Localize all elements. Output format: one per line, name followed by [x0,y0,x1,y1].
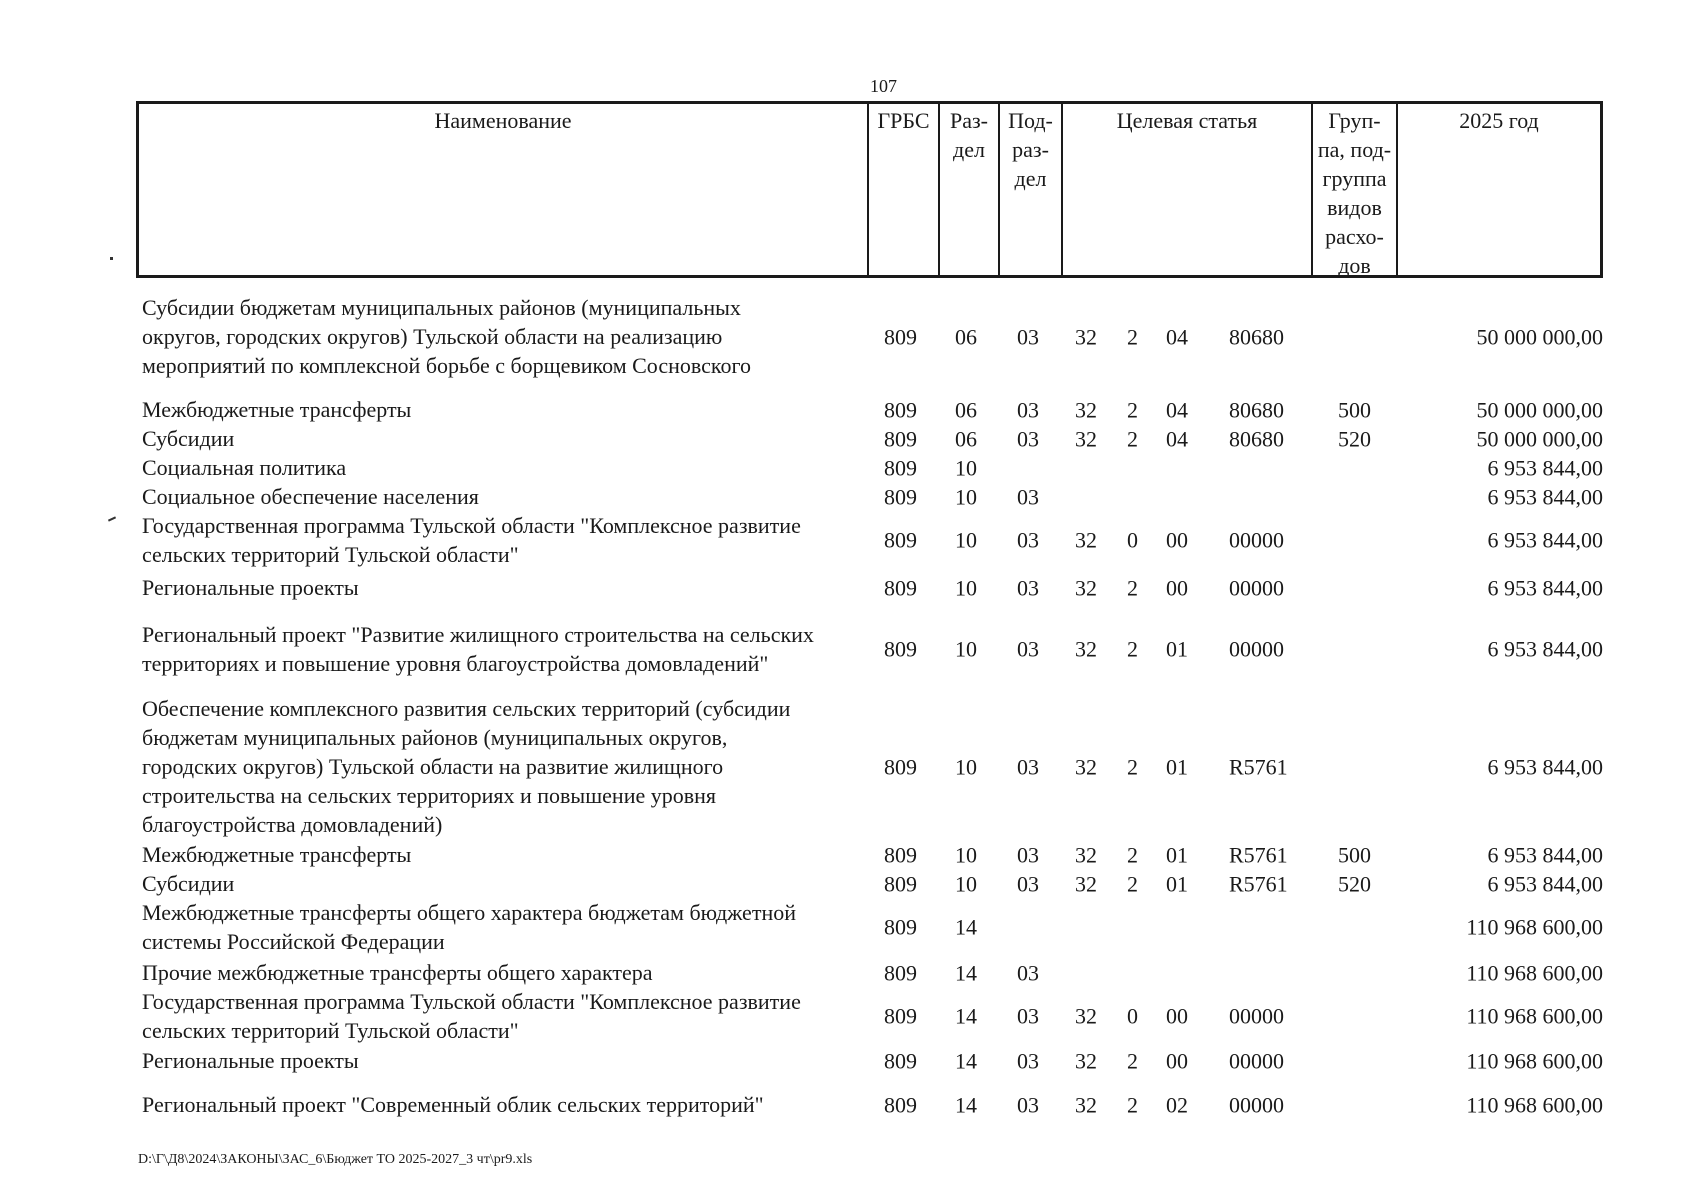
row-target-event: 04 [1166,397,1188,422]
row-target-program: 32 [1075,575,1097,600]
table-row [0,424,1694,453]
row-podrazdel: 03 [1017,527,1039,553]
row-amount: 50 000 000,00 [1476,397,1603,422]
row-amount: 6 953 844,00 [1487,842,1603,867]
row-grbs: 809 [884,1048,917,1073]
row-target-direction: 00000 [1229,636,1284,662]
table-row [0,694,1694,839]
row-expense-group: 500 [1338,842,1371,867]
row-podrazdel: 03 [1017,754,1039,779]
table-row [0,987,1694,1045]
row-grbs: 809 [884,455,917,480]
row-target-event: 01 [1166,636,1188,662]
table-row [0,395,1694,424]
row-grbs: 809 [884,1092,917,1117]
row-target-type: 2 [1127,1048,1138,1073]
row-target-type: 2 [1127,636,1138,662]
header-expense-group: Груп- па, под- группа видов расхо- дов [1313,104,1398,275]
header-grbs: ГРБС [869,104,940,275]
row-name: Государственная программа Тульской области "Комплексное развитие сельских территорий Тульской области" [142,513,801,567]
row-target-type: 2 [1127,324,1138,349]
row-grbs: 809 [884,324,917,349]
table-row [0,898,1694,956]
row-razdel: 06 [955,324,977,349]
row-name: Региональный проект "Развитие жилищного строительства на сельских территориях и повышение уровня благоустройства домовладений" [142,622,814,676]
table-row [0,620,1694,678]
row-grbs: 809 [884,960,917,985]
row-target-program: 32 [1075,1092,1097,1117]
row-expense-group: 520 [1338,426,1371,451]
row-target-type: 2 [1127,397,1138,422]
row-amount: 110 968 600,00 [1466,1092,1603,1117]
row-name: Субсидии [142,426,235,451]
row-podrazdel: 03 [1017,636,1039,662]
row-amount: 110 968 600,00 [1466,1048,1603,1073]
row-target-direction: 00000 [1229,575,1284,600]
row-amount: 6 953 844,00 [1487,754,1603,779]
row-target-program: 32 [1075,426,1097,451]
row-podrazdel: 03 [1017,842,1039,867]
row-podrazdel: 03 [1017,397,1039,422]
table-row [0,573,1694,602]
row-razdel: 10 [955,455,977,480]
row-podrazdel: 03 [1017,484,1039,509]
row-podrazdel: 03 [1017,1003,1039,1029]
row-podrazdel: 03 [1017,1092,1039,1117]
row-target-type: 2 [1127,1092,1138,1117]
row-razdel: 10 [955,527,977,553]
row-podrazdel: 03 [1017,871,1039,896]
table-row [0,958,1694,987]
row-podrazdel: 03 [1017,426,1039,451]
header-name: Наименование [139,104,869,275]
row-grbs: 809 [884,484,917,509]
table-row [0,840,1694,869]
table-row [0,293,1694,380]
row-razdel: 14 [955,960,977,985]
row-amount: 6 953 844,00 [1487,527,1603,553]
row-target-event: 01 [1166,754,1188,779]
header-target-article: Целевая статья [1063,104,1313,275]
row-target-program: 32 [1075,1048,1097,1073]
row-grbs: 809 [884,636,917,662]
row-razdel: 06 [955,397,977,422]
row-amount: 110 968 600,00 [1466,960,1603,985]
row-target-direction: 00000 [1229,527,1284,553]
row-target-program: 32 [1075,871,1097,896]
row-target-direction: 00000 [1229,1092,1284,1117]
row-target-program: 32 [1075,397,1097,422]
row-target-event: 01 [1166,871,1188,896]
row-target-program: 32 [1075,527,1097,553]
row-amount: 110 968 600,00 [1466,1003,1603,1029]
row-razdel: 14 [955,1048,977,1073]
row-name: Региональный проект "Современный облик сельских территорий" [142,1092,764,1117]
row-target-type: 0 [1127,527,1138,553]
row-amount: 6 953 844,00 [1487,484,1603,509]
row-podrazdel: 03 [1017,1048,1039,1073]
row-grbs: 809 [884,1003,917,1029]
row-name: Прочие межбюджетные трансферты общего характера [142,960,653,985]
row-razdel: 10 [955,484,977,509]
row-name: Социальная политика [142,455,347,480]
header-year-2025: 2025 год [1459,108,1539,133]
row-razdel: 10 [955,636,977,662]
row-amount: 110 968 600,00 [1466,914,1603,940]
row-razdel: 10 [955,575,977,600]
header-podrazdel: Под- раз- дел [1000,104,1063,275]
row-target-direction: 80680 [1229,324,1284,349]
row-target-program: 32 [1075,842,1097,867]
row-grbs: 809 [884,754,917,779]
scan-artifact-dot [110,257,113,260]
row-target-type: 2 [1127,426,1138,451]
table-row [0,482,1694,511]
row-expense-group: 500 [1338,397,1371,422]
row-target-direction: R5761 [1229,754,1288,779]
row-target-event: 00 [1166,1003,1188,1029]
row-name: Региональные проекты [142,575,359,600]
row-name: Субсидии [142,871,235,896]
row-name: Государственная программа Тульской области "Комплексное развитие сельских территорий Тульской области" [142,989,801,1043]
row-target-event: 02 [1166,1092,1188,1117]
row-grbs: 809 [884,914,917,940]
row-target-type: 2 [1127,754,1138,779]
row-grbs: 809 [884,527,917,553]
row-target-direction: 00000 [1229,1003,1284,1029]
row-target-program: 32 [1075,1003,1097,1029]
row-amount: 6 953 844,00 [1487,575,1603,600]
row-target-event: 00 [1166,1048,1188,1073]
row-name: Обеспечение комплексного развития сельских территорий (субсидии бюджетам муниципальных районов (муниципальных округов, городских округов) Тульской области на развитие жилищного строительства на сельских территориях и повышение уровня благоустройства домовладений) [142,696,791,837]
table-row [0,1090,1694,1119]
row-amount: 50 000 000,00 [1476,324,1603,349]
row-name: Субсидии бюджетам муниципальных районов (муниципальных округов, городских округов) Тульской области на реализацию мероприятий по комплексной борьбе с борщевиком Сосновского [142,295,751,378]
row-razdel: 10 [955,871,977,896]
header-razdel: Раз- дел [940,104,1000,275]
row-target-direction: 80680 [1229,397,1284,422]
row-razdel: 14 [955,1003,977,1029]
row-target-type: 0 [1127,1003,1138,1029]
row-grbs: 809 [884,397,917,422]
table-row [0,453,1694,482]
row-amount: 6 953 844,00 [1487,636,1603,662]
row-target-direction: R5761 [1229,842,1288,867]
row-razdel: 14 [955,914,977,940]
row-grbs: 809 [884,842,917,867]
table-row [0,1046,1694,1075]
row-target-event: 04 [1166,324,1188,349]
row-razdel: 14 [955,1092,977,1117]
page-number: 107 [870,76,897,96]
row-amount: 6 953 844,00 [1487,871,1603,896]
row-name: Социальное обеспечение населения [142,484,479,509]
row-target-event: 00 [1166,527,1188,553]
row-target-direction: 00000 [1229,1048,1284,1073]
row-target-type: 2 [1127,575,1138,600]
row-grbs: 809 [884,426,917,451]
row-target-direction: R5761 [1229,871,1288,896]
row-podrazdel: 03 [1017,324,1039,349]
row-grbs: 809 [884,575,917,600]
row-amount: 50 000 000,00 [1476,426,1603,451]
row-target-program: 32 [1075,636,1097,662]
row-target-type: 2 [1127,871,1138,896]
row-podrazdel: 03 [1017,960,1039,985]
row-razdel: 06 [955,426,977,451]
row-target-program: 32 [1075,324,1097,349]
row-target-event: 04 [1166,426,1188,451]
row-name: Межбюджетные трансферты общего характера бюджетам бюджетной системы Российской Федерации [142,900,796,954]
row-grbs: 809 [884,871,917,896]
row-name: Региональные проекты [142,1048,359,1073]
row-expense-group: 520 [1338,871,1371,896]
file-path-footer: D:\Г\Д8\2024\ЗАКОНЫ\ЗАС_6\Бюджет ТО 2025-2027_3 чт\pr9.xls [138,1152,533,1167]
row-target-program: 32 [1075,754,1097,779]
row-target-type: 2 [1127,842,1138,867]
table-row [0,869,1694,898]
row-razdel: 10 [955,754,977,779]
row-name: Межбюджетные трансферты [142,397,412,422]
row-target-event: 00 [1166,575,1188,600]
row-name: Межбюджетные трансферты [142,842,412,867]
row-razdel: 10 [955,842,977,867]
row-target-event: 01 [1166,842,1188,867]
table-row [0,511,1694,569]
row-amount: 6 953 844,00 [1487,455,1603,480]
row-podrazdel: 03 [1017,575,1039,600]
row-target-direction: 80680 [1229,426,1284,451]
